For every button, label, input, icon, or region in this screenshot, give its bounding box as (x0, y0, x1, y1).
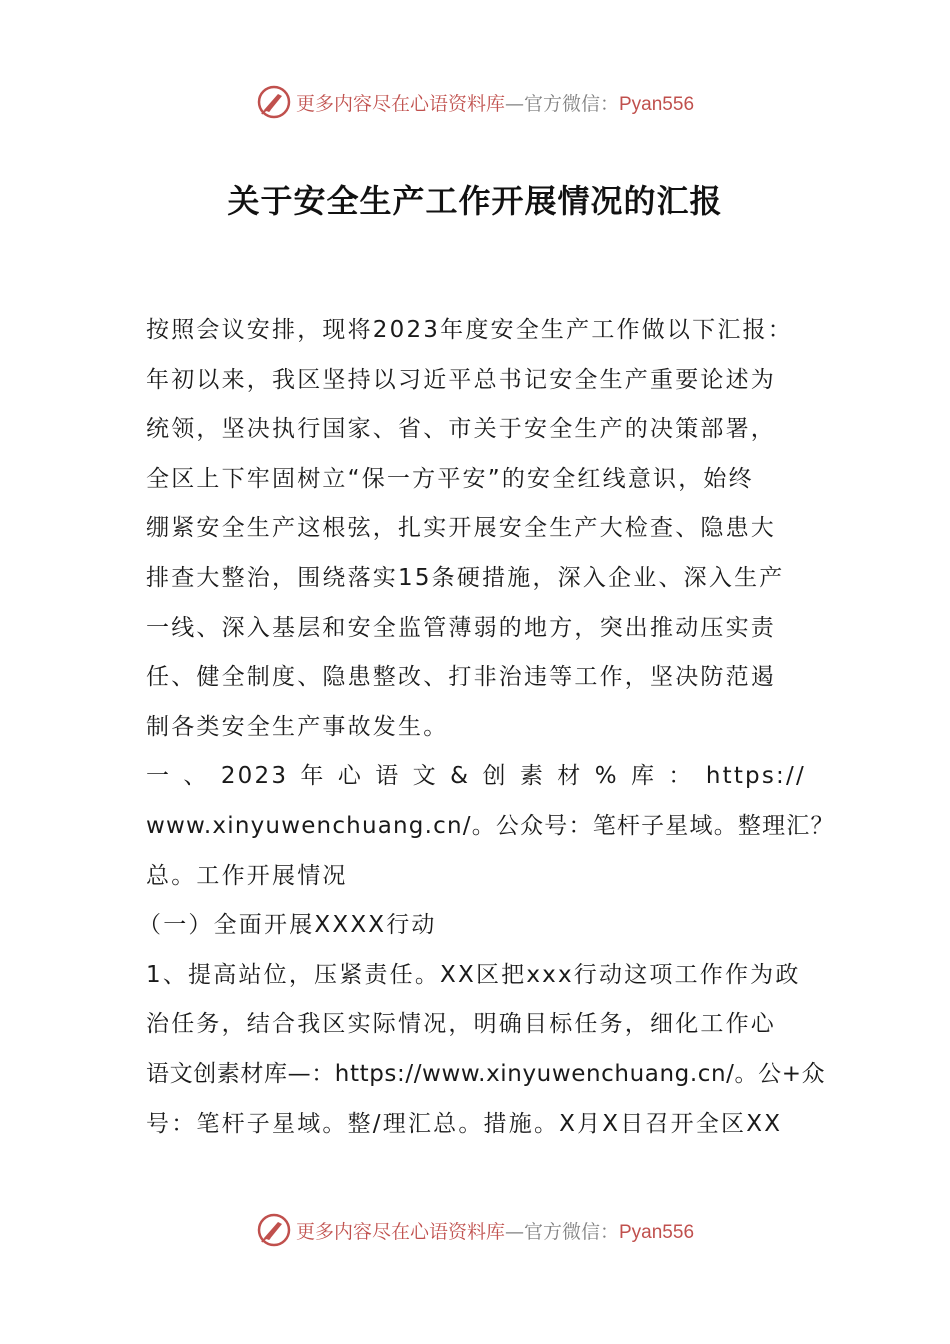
heading-token: https:// (705, 763, 806, 790)
heading-token: 文 (412, 763, 438, 790)
footer-watermark (0, 1210, 950, 1250)
heading-token: % (594, 763, 619, 790)
watermark-brand: 更多内容尽在心语资料库 (295, 92, 505, 115)
paragraph-line: 治任务，结合我区实际情况，明确目标任务，细化工作心 (146, 1011, 776, 1038)
paragraph-line: 语文创素材库—：https://www.xinyuwenchuang.cn/。公+众 (146, 1060, 826, 1087)
watermark-dash: — (504, 1220, 524, 1243)
paragraph-line: 任、健全制度、隐患整改、打非治违等工作，坚决防范遏 (146, 664, 776, 691)
paragraph-line: 统领，坚决执行国家、省、市关于安全生产的决策部署， (146, 416, 776, 443)
watermark-dash: — (504, 92, 524, 115)
paragraph-line: 制各类安全生产事故发生。 (146, 713, 449, 740)
watermark-id: Pyan556 (619, 1221, 695, 1243)
heading-token: 材 (557, 763, 583, 790)
paragraph-line: 年初以来，我区坚持以习近平总书记安全生产重要论述为 (146, 366, 776, 393)
paragraph-line: 1、提高站位，压紧责任。XX区把xxx行动这项工作作为政 (146, 961, 801, 988)
pen-logo-icon (256, 84, 292, 120)
header-watermark (0, 82, 950, 122)
heading-token: ： (668, 763, 694, 790)
document-body (138, 306, 835, 1149)
watermark-sub: 官方微信： (523, 1220, 619, 1243)
heading-token: 语 (375, 763, 401, 790)
paragraph-line: 按照会议安排，现将2023年度安全生产工作做以下汇报： (146, 317, 793, 343)
paragraph-line: 号：笔杆子星域。整/理汇总。措施。X月X日召开全区XX (146, 1110, 783, 1137)
watermark-brand: 更多内容尽在心语资料库 (295, 1220, 505, 1243)
heading-token: 年 (300, 763, 326, 790)
document-title: 关于安全生产工作开展情况的汇报 (227, 182, 723, 220)
heading-token: 心 (337, 763, 364, 790)
heading-token: 库 (631, 763, 657, 790)
heading-token: 一 (146, 763, 172, 790)
section-heading-line (146, 752, 806, 802)
subsection-heading: （一）全面开展XXXX行动 (138, 912, 437, 939)
paragraph-line: 总。工作开展情况 (146, 862, 348, 889)
watermark-sub: 官方微信： (523, 92, 619, 115)
pen-logo-icon (256, 1212, 292, 1248)
heading-token: 2023 (220, 763, 289, 790)
heading-token: & (450, 763, 471, 790)
paragraph-line: www.xinyuwenchuang.cn/。公众号：笔杆子星域。整理汇？ (146, 812, 835, 839)
paragraph-line: 全区上下牢固树立“保一方平安”的安全红线意识，始终 (146, 465, 754, 492)
paragraph-line: 排查大整治，围绕落实15条硬措施，深入企业、深入生产 (146, 564, 785, 591)
watermark-id: Pyan556 (619, 93, 695, 115)
heading-token: 、 (183, 763, 209, 790)
heading-token: 素 (519, 763, 546, 790)
paragraph-line: 一线、深入基层和安全监管薄弱的地方，突出推动压实责 (146, 614, 776, 641)
heading-token: 创 (482, 763, 508, 790)
paragraph-line: 绷紧安全生产这根弦，扎实开展安全生产大检查、隐患大 (146, 515, 776, 542)
